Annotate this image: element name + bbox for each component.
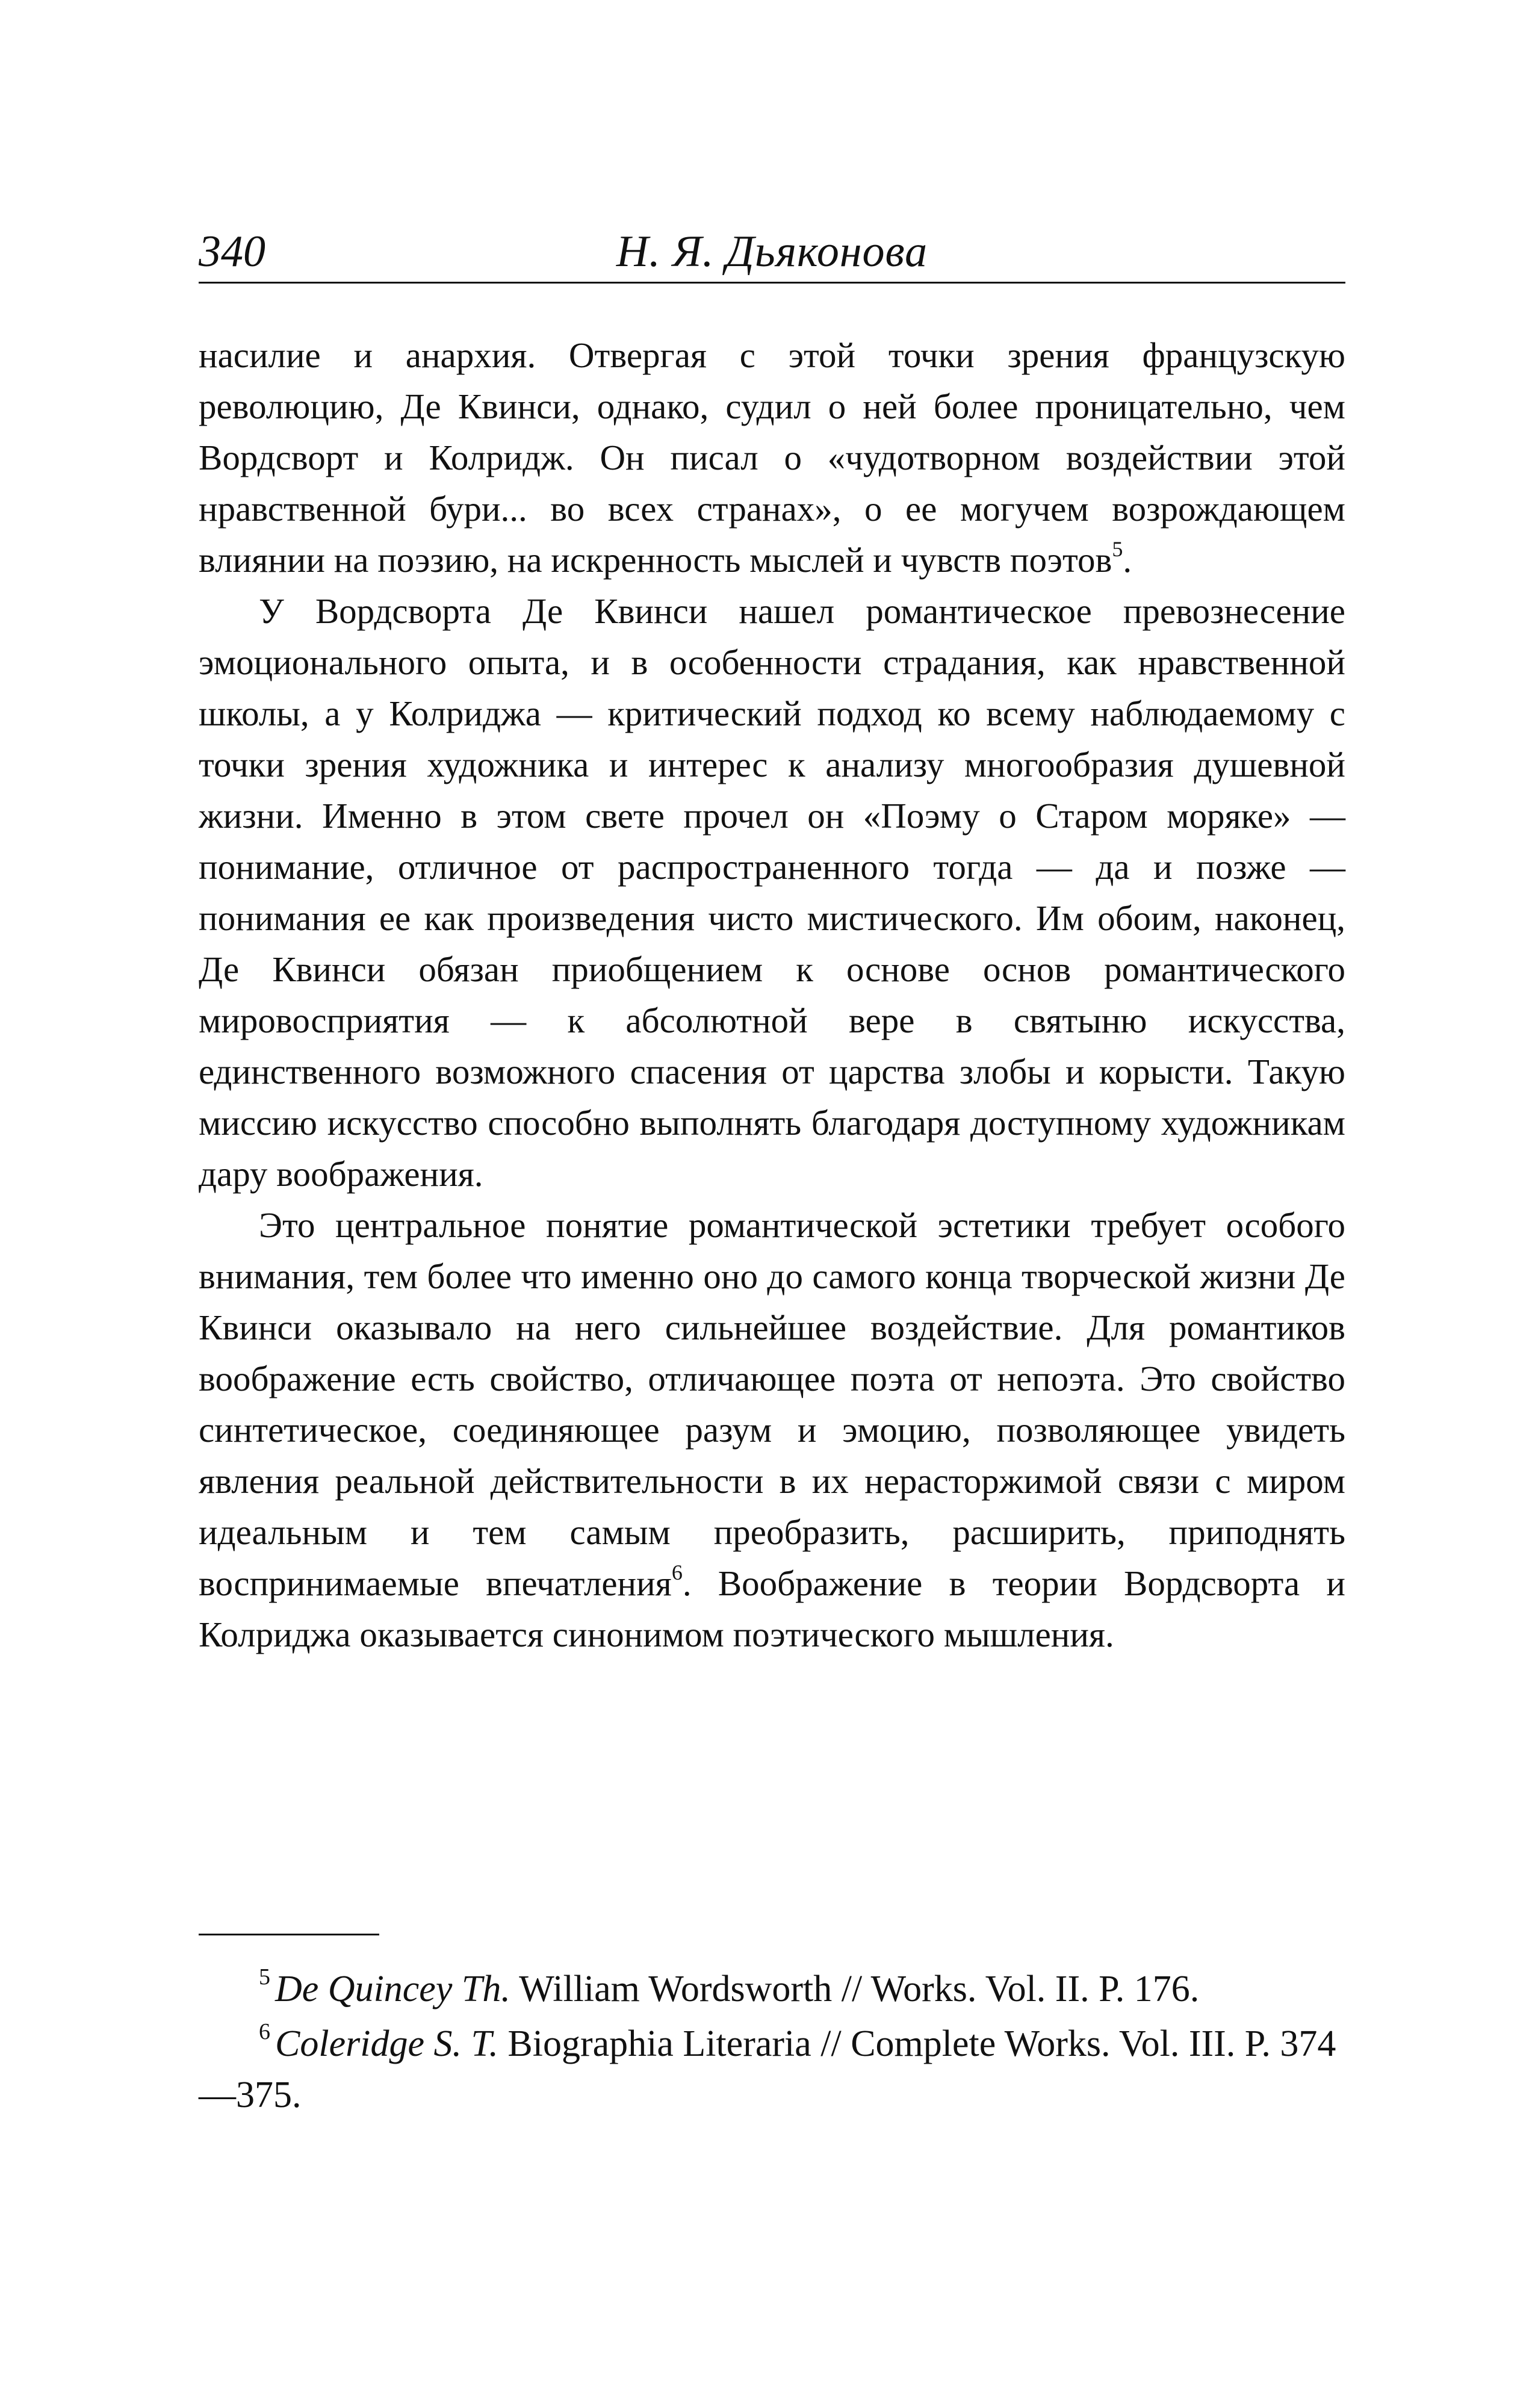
footnotes: [199, 1964, 1345, 2124]
footnote-text: Biographia Literaria // Complete Works. Vol. III. P. 374—375.: [199, 2023, 1336, 2115]
page-number: 340: [199, 227, 265, 276]
note-ref-6: 6: [671, 1560, 683, 1584]
paragraph-3: [199, 1200, 1345, 1660]
footnote-author: De Quincey Th.: [275, 1969, 510, 2009]
footnote-5: [199, 1964, 1345, 2015]
main-text: [199, 330, 1345, 1660]
footnote-number: 5: [259, 1964, 270, 1990]
footnote-text: William Wordsworth // Works. Vol. II. P. 176.: [510, 1969, 1200, 2009]
paragraph-2-text: У Вордсворта Де Квинси нашел романтическое превознесение эмоционального опыта, и в особенности страдания, как нравственной школы, а у Колриджа — критический подход ко всему наблюдаемому с точки зрения художника и интерес к анализу многообразия душевной жизни. Именно в этом свете прочел он «Поэму о Старом моряке» — понимание, отличное от распространенного тогда — да и позже — понимания ее как произведения чисто мистического. Им обоим, наконец, Де Квинси обязан приобщением к основе основ романтического мировосприятия — к абсолютной вере в святыню искусства, единственного возможного спасения от царства злобы и корысти. Такую миссию искусство способно выполнять благодаря доступному художникам дару воображения.: [199, 591, 1345, 1194]
footnote-author: Coleridge S. T.: [275, 2023, 498, 2064]
footnote-rule: [199, 1934, 379, 1935]
paragraph-1-text: насилие и анархия. Отвергая с этой точки зрения французскую революцию, Де Квинси, однако, судил о ней более проницательно, чем Вордсворт и Колридж. Он писал о «чудотворном воздействии этой нравственной бури... во всех странах», о ее могучем возрождающем влиянии на поэзию, на искренность мыслей и чувств поэтов: [199, 335, 1345, 580]
paragraph-3-tail: . Воображение в теории Вордсворта и Колриджа оказывается синонимом поэтического мышления.: [199, 1563, 1345, 1654]
paragraph-2: [199, 586, 1345, 1200]
paragraph-3-text: Это центральное понятие романтической эстетики требует особого внимания, тем более что именно оно до самого конца творческой жизни Де Квинси оказывало на него сильнейшее воздействие. Для романтиков воображение есть свойство, отличающее поэта от непоэта. Это свойство синтетическое, соединяющее разум и эмоцию, позволяющее увидеть явления реальной действительности в их нерасторжимой связи с миром идеальным и тем самым преобразить, расширить, приподнять воспринимаемые впечатления: [199, 1205, 1345, 1603]
note-ref-5: 5: [1112, 537, 1123, 561]
running-head: [199, 222, 1345, 284]
running-title: Н. Я. Дьяконова: [616, 227, 928, 276]
footnote-6: [199, 2019, 1345, 2121]
footnote-number: 6: [259, 2019, 270, 2044]
paragraph-1: [199, 330, 1345, 586]
paragraph-1-end: .: [1123, 540, 1132, 580]
